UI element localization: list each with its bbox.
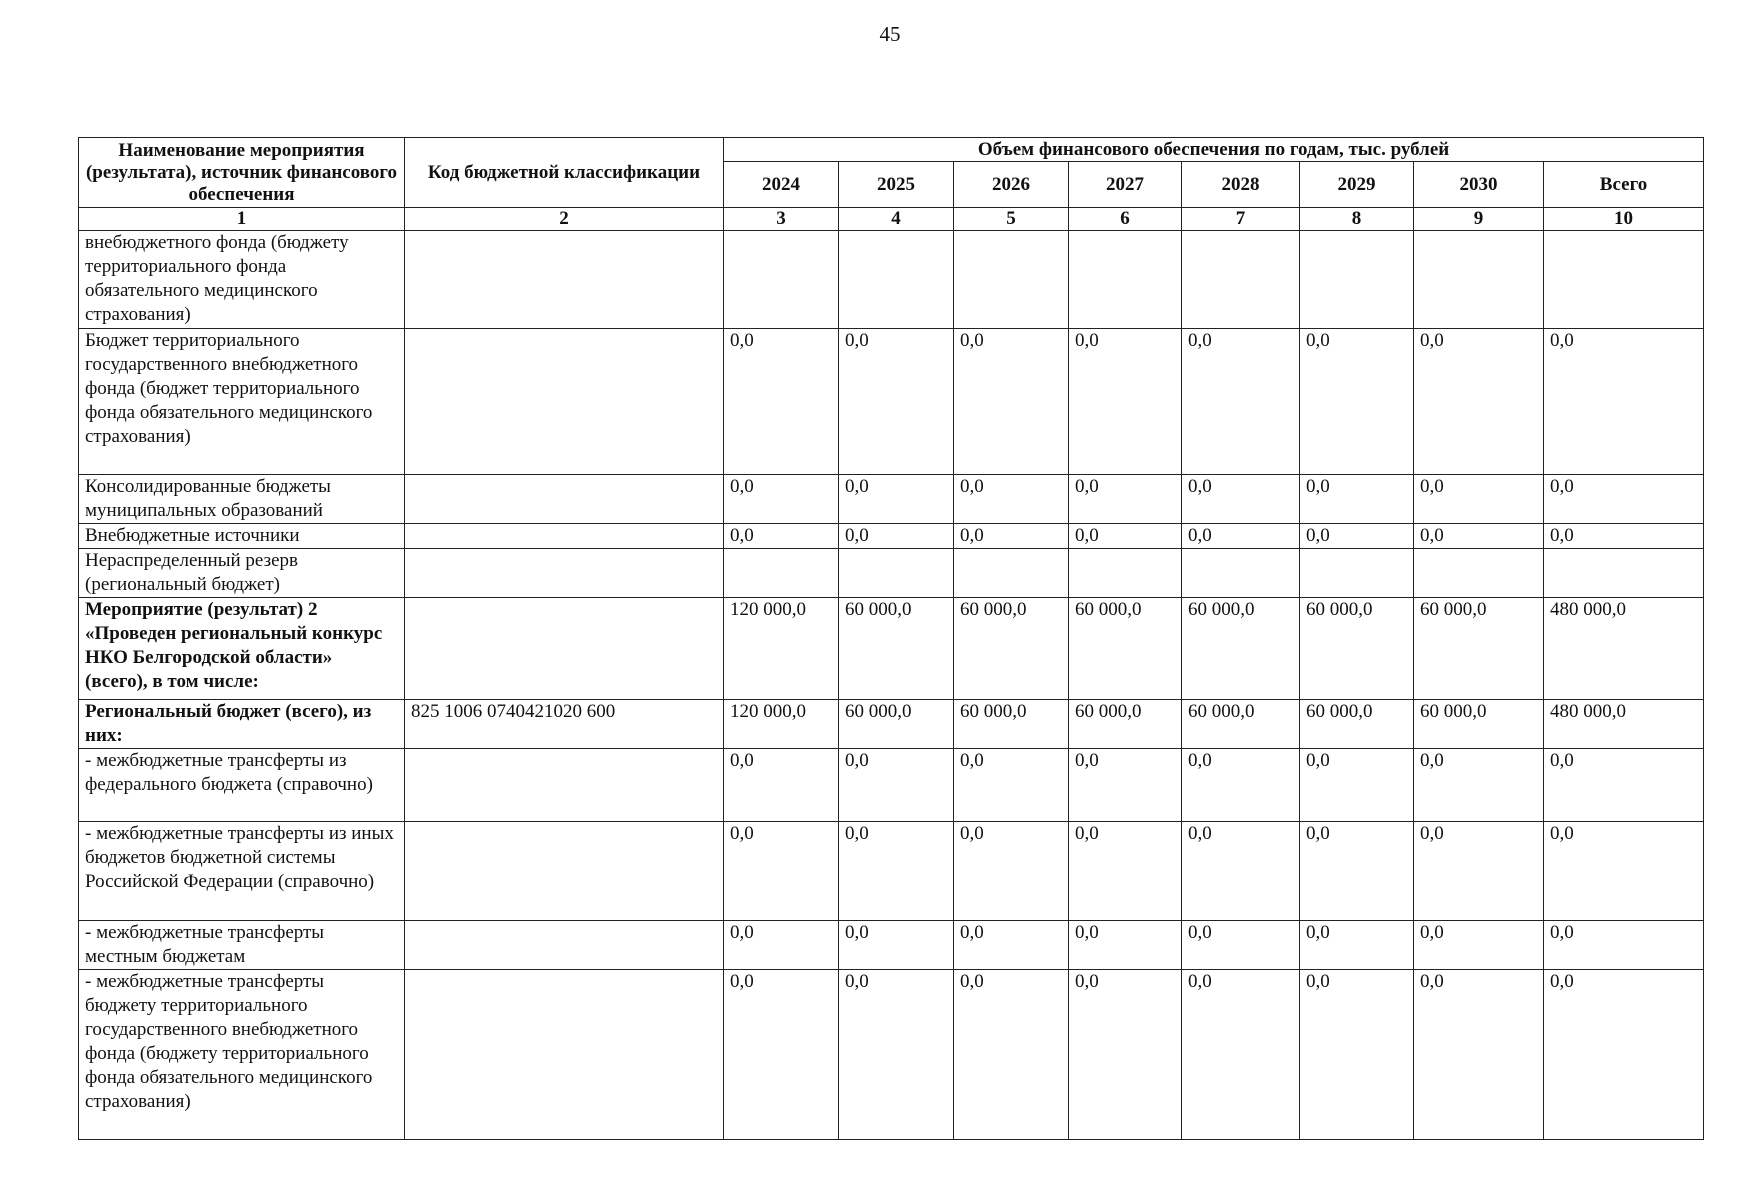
row-value-cell: 0,0 [1414, 970, 1544, 1140]
row-value-cell: 0,0 [724, 970, 839, 1140]
row-value-cell: 0,0 [1069, 921, 1182, 970]
row-code-cell [405, 231, 724, 329]
row-code-cell [405, 822, 724, 921]
row-value-cell: 0,0 [724, 524, 839, 549]
row-name-cell: Мероприятие (результат) 2 «Проведен региональный конкурс НКО Белгородской области» (всего), в том числе: [79, 598, 405, 700]
row-value-cell [954, 231, 1069, 329]
column-number: 4 [839, 208, 954, 231]
row-value-cell: 0,0 [954, 921, 1069, 970]
header-total: Всего [1544, 162, 1704, 208]
row-value-cell: 60 000,0 [1182, 700, 1300, 749]
table-row [79, 524, 1704, 549]
row-total-cell: 480 000,0 [1544, 700, 1704, 749]
column-number: 2 [405, 208, 724, 231]
row-total-cell: 0,0 [1544, 822, 1704, 921]
row-value-cell: 120 000,0 [724, 598, 839, 700]
row-value-cell: 0,0 [1414, 329, 1544, 475]
table-row [79, 822, 1704, 921]
table-row [79, 970, 1704, 1140]
row-value-cell [1182, 231, 1300, 329]
row-value-cell: 0,0 [1300, 475, 1414, 524]
row-value-cell: 60 000,0 [954, 598, 1069, 700]
row-value-cell: 0,0 [839, 970, 954, 1140]
table-row [79, 921, 1704, 970]
row-value-cell: 0,0 [1182, 970, 1300, 1140]
row-total-cell: 480 000,0 [1544, 598, 1704, 700]
column-number: 5 [954, 208, 1069, 231]
column-number: 10 [1544, 208, 1704, 231]
row-value-cell: 0,0 [724, 822, 839, 921]
row-total-cell: 0,0 [1544, 524, 1704, 549]
row-value-cell: 60 000,0 [1414, 700, 1544, 749]
row-value-cell [1069, 231, 1182, 329]
row-value-cell: 0,0 [839, 475, 954, 524]
table-row [79, 231, 1704, 329]
table-row [79, 549, 1704, 598]
page-number: 45 [879, 22, 901, 46]
row-name-cell: - межбюджетные трансферты из федерального бюджета (справочно) [79, 749, 405, 822]
row-value-cell [954, 549, 1069, 598]
row-code-cell [405, 524, 724, 549]
row-name-cell: - межбюджетные трансферты местным бюджетам [79, 921, 405, 970]
row-value-cell: 60 000,0 [1069, 598, 1182, 700]
row-code-cell [405, 970, 724, 1140]
row-value-cell: 0,0 [1300, 329, 1414, 475]
row-code-cell: 825 1006 0740421020 600 [405, 700, 724, 749]
row-value-cell: 0,0 [954, 970, 1069, 1140]
row-value-cell: 120 000,0 [724, 700, 839, 749]
row-value-cell: 0,0 [1069, 475, 1182, 524]
row-value-cell: 0,0 [1069, 524, 1182, 549]
row-code-cell [405, 921, 724, 970]
row-name-cell: - межбюджетные трансферты бюджету территориального государственного внебюджетного фонда (бюджету территориального фонда обязательного медицинского страхования) [79, 970, 405, 1140]
row-value-cell: 0,0 [1069, 970, 1182, 1140]
row-value-cell [1182, 549, 1300, 598]
row-value-cell: 0,0 [839, 749, 954, 822]
row-value-cell: 0,0 [1182, 921, 1300, 970]
row-value-cell: 0,0 [954, 822, 1069, 921]
row-value-cell: 0,0 [1300, 524, 1414, 549]
row-value-cell: 0,0 [954, 524, 1069, 549]
row-value-cell: 0,0 [839, 329, 954, 475]
row-total-cell: 0,0 [1544, 970, 1704, 1140]
row-value-cell: 0,0 [1414, 921, 1544, 970]
row-value-cell: 0,0 [954, 329, 1069, 475]
row-value-cell: 60 000,0 [839, 598, 954, 700]
row-value-cell: 0,0 [1300, 921, 1414, 970]
table-row [79, 598, 1704, 700]
header-name-column: Наименование мероприятия (результата), источник финансового обеспечения [79, 138, 405, 208]
row-value-cell: 60 000,0 [1300, 700, 1414, 749]
row-name-cell: Региональный бюджет (всего), из них: [79, 700, 405, 749]
header-year: 2029 [1300, 162, 1414, 208]
row-name-cell: Внебюджетные источники [79, 524, 405, 549]
row-value-cell: 0,0 [724, 475, 839, 524]
row-value-cell: 0,0 [1414, 524, 1544, 549]
row-total-cell: 0,0 [1544, 475, 1704, 524]
row-total-cell: 0,0 [1544, 329, 1704, 475]
column-number: 9 [1414, 208, 1544, 231]
row-value-cell: 60 000,0 [839, 700, 954, 749]
row-value-cell: 0,0 [1069, 822, 1182, 921]
row-code-cell [405, 329, 724, 475]
row-code-cell [405, 549, 724, 598]
header-year: 2024 [724, 162, 839, 208]
header-year: 2025 [839, 162, 954, 208]
row-value-cell: 60 000,0 [1300, 598, 1414, 700]
header-volume-column: Объем финансового обеспечения по годам, тыс. рублей [724, 138, 1704, 162]
row-value-cell: 60 000,0 [1069, 700, 1182, 749]
row-value-cell: 0,0 [1414, 822, 1544, 921]
row-name-cell: внебюджетного фонда (бюджету территориального фонда обязательного медицинского страхования) [79, 231, 405, 329]
row-value-cell: 0,0 [724, 749, 839, 822]
column-number: 1 [79, 208, 405, 231]
row-value-cell: 0,0 [1182, 749, 1300, 822]
row-value-cell [1300, 231, 1414, 329]
row-value-cell: 0,0 [1414, 475, 1544, 524]
row-value-cell [724, 549, 839, 598]
row-value-cell [839, 549, 954, 598]
header-year: 2027 [1069, 162, 1182, 208]
header-year: 2030 [1414, 162, 1544, 208]
row-value-cell: 0,0 [1300, 749, 1414, 822]
column-number-row [79, 208, 1704, 231]
row-value-cell: 0,0 [839, 822, 954, 921]
header-code-column: Код бюджетной классификации [405, 138, 724, 208]
row-value-cell: 0,0 [1069, 329, 1182, 475]
row-value-cell: 0,0 [1182, 475, 1300, 524]
row-code-cell [405, 475, 724, 524]
table-row [79, 749, 1704, 822]
row-value-cell [1069, 549, 1182, 598]
financing-table [78, 137, 1704, 1140]
row-value-cell: 0,0 [839, 524, 954, 549]
row-value-cell: 0,0 [1300, 970, 1414, 1140]
row-value-cell: 60 000,0 [1182, 598, 1300, 700]
row-value-cell: 0,0 [1069, 749, 1182, 822]
row-value-cell: 0,0 [839, 921, 954, 970]
row-value-cell: 60 000,0 [1414, 598, 1544, 700]
row-name-cell: - межбюджетные трансферты из иных бюджетов бюджетной системы Российской Федерации (справочно) [79, 822, 405, 921]
table-body [79, 231, 1704, 1140]
row-code-cell [405, 749, 724, 822]
row-total-cell [1544, 549, 1704, 598]
row-value-cell: 0,0 [1414, 749, 1544, 822]
header-year: 2026 [954, 162, 1069, 208]
column-number: 7 [1182, 208, 1300, 231]
row-value-cell: 0,0 [1182, 524, 1300, 549]
row-value-cell [1414, 231, 1544, 329]
column-number: 6 [1069, 208, 1182, 231]
header-year: 2028 [1182, 162, 1300, 208]
row-value-cell: 0,0 [724, 921, 839, 970]
row-value-cell [1300, 549, 1414, 598]
row-value-cell: 0,0 [954, 475, 1069, 524]
row-total-cell: 0,0 [1544, 749, 1704, 822]
row-value-cell [724, 231, 839, 329]
row-value-cell: 0,0 [1182, 329, 1300, 475]
row-total-cell [1544, 231, 1704, 329]
row-value-cell [1414, 549, 1544, 598]
row-value-cell: 0,0 [954, 749, 1069, 822]
row-code-cell [405, 598, 724, 700]
row-value-cell: 0,0 [1182, 822, 1300, 921]
row-total-cell: 0,0 [1544, 921, 1704, 970]
row-value-cell [839, 231, 954, 329]
row-value-cell: 0,0 [1300, 822, 1414, 921]
row-name-cell: Нераспределенный резерв (региональный бюджет) [79, 549, 405, 598]
row-value-cell: 60 000,0 [954, 700, 1069, 749]
column-number: 8 [1300, 208, 1414, 231]
column-number: 3 [724, 208, 839, 231]
row-name-cell: Бюджет территориального государственного внебюджетного фонда (бюджет территориального фонда обязательного медицинского страхования) [79, 329, 405, 475]
table-row [79, 475, 1704, 524]
table-row [79, 329, 1704, 475]
row-value-cell: 0,0 [724, 329, 839, 475]
table-row [79, 700, 1704, 749]
row-name-cell: Консолидированные бюджеты муниципальных образований [79, 475, 405, 524]
